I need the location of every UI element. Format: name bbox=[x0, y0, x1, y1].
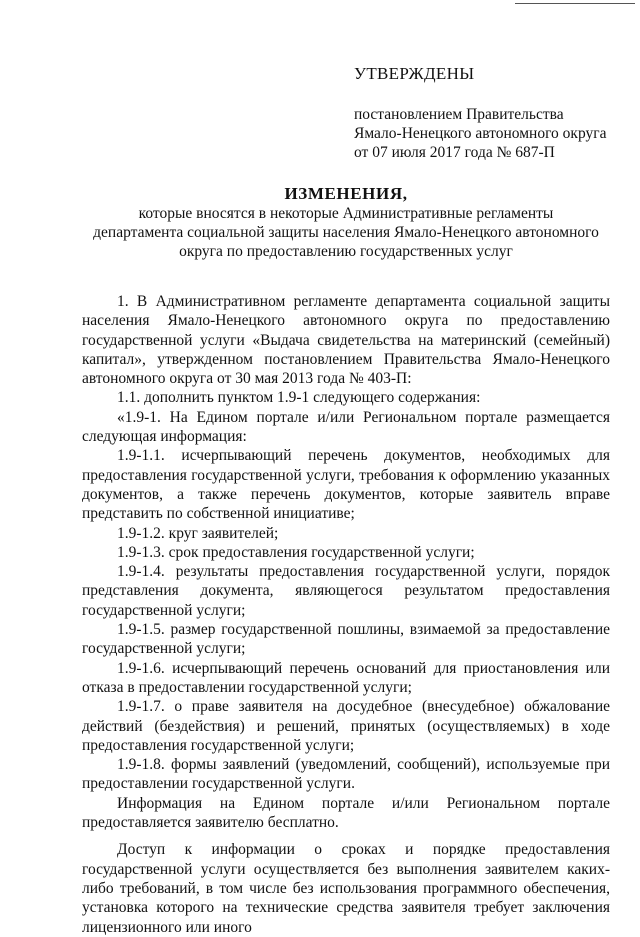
paragraph-1-9-1-4: 1.9-1.4. результаты предоставления государственной услуги, порядок представления документа, являющегося результатом предоставления государственной услуги; bbox=[82, 563, 610, 619]
paragraph-1-1: 1.1. дополнить пунктом 1.9-1 следующего содержания: bbox=[117, 389, 481, 407]
approval-line-date: от 07 июля 2017 года № 687-П bbox=[354, 144, 555, 161]
heading-subtitle-line-1: которые вносятся в некоторые Административные регламенты bbox=[138, 205, 554, 222]
approval-line-region: Ямало-Ненецкого автономного округа bbox=[354, 125, 607, 142]
paragraph-1-9-1-5: 1.9-1.5. размер государственной пошлины, взимаемой за предоставление государственной услуги; bbox=[82, 621, 610, 658]
document-title: ИЗМЕНЕНИЯ, bbox=[284, 184, 408, 203]
document-heading bbox=[78, 184, 614, 261]
paragraph-1-9-1-6: 1.9-1.6. исчерпывающий перечень оснований для приостановления или отказа в предоставлении государственной услуги; bbox=[82, 659, 610, 696]
approval-title: УТВЕРЖДЕНЫ bbox=[354, 64, 475, 83]
top-edge-rule bbox=[515, 3, 635, 4]
paragraph-1-9-1-7: 1.9-1.7. о праве заявителя на досудебное (внесудебное) обжалование действий (бездействия) и решений, принятых (осуществляемых) в ходе предоставления государственной услуги; bbox=[82, 698, 610, 754]
document-body bbox=[82, 292, 610, 937]
paragraph-1-9-1-1: 1.9-1.1. исчерпывающий перечень документов, необходимых для предоставления государственной услуги, требования к оформлению указанных документов, а также перечень документов, которые заявитель вправе представить по собственной инициативе; bbox=[82, 447, 610, 523]
paragraph-1-9-1-2: 1.9-1.2. круг заявителей; bbox=[117, 524, 279, 542]
heading-subtitle-line-3: округа по предоставлению государственных услуг bbox=[179, 243, 513, 260]
paragraph-information-free: Информация на Едином портале и/или Региональном портале предоставляется заявителю бесплатно. bbox=[82, 794, 610, 832]
paragraph-1: 1. В Административном регламенте департамента социальной защиты населения Ямало-Ненецкого автономного округа по предоставлению государственной услуги «Выдача свидетельства на материнский (семейный) капитал», утвержденном постановлением Правительства Ямало-Ненецкого автономного округа от 30 мая 2013 года № 403-П: bbox=[82, 293, 610, 388]
paragraph-1-9-1: «1.9-1. На Едином портале и/или Региональном портале размещается следующая информация: bbox=[82, 408, 610, 446]
paragraph-access-info: Доступ к информации о сроках и порядке предоставления государственной услуги осуществляется без выполнения заявителем каких-либо требований, в том числе без использования программного обеспечения, установка которого на технические средства заявителя требует заключения лицензионного или иного bbox=[82, 841, 610, 936]
approval-stamp-block bbox=[354, 64, 624, 162]
paragraph-1-9-1-8: 1.9-1.8. формы заявлений (уведомлений, сообщений), используемые при предоставлении государственной услуги. bbox=[82, 756, 610, 793]
paragraph-1-9-1-3: 1.9-1.3. срок предоставления государственной услуги; bbox=[117, 543, 475, 561]
approval-line-decree: постановлением Правительства bbox=[354, 106, 564, 123]
heading-subtitle-line-2: департамента социальной защиты населения Ямало-Ненецкого автономного bbox=[93, 224, 599, 241]
